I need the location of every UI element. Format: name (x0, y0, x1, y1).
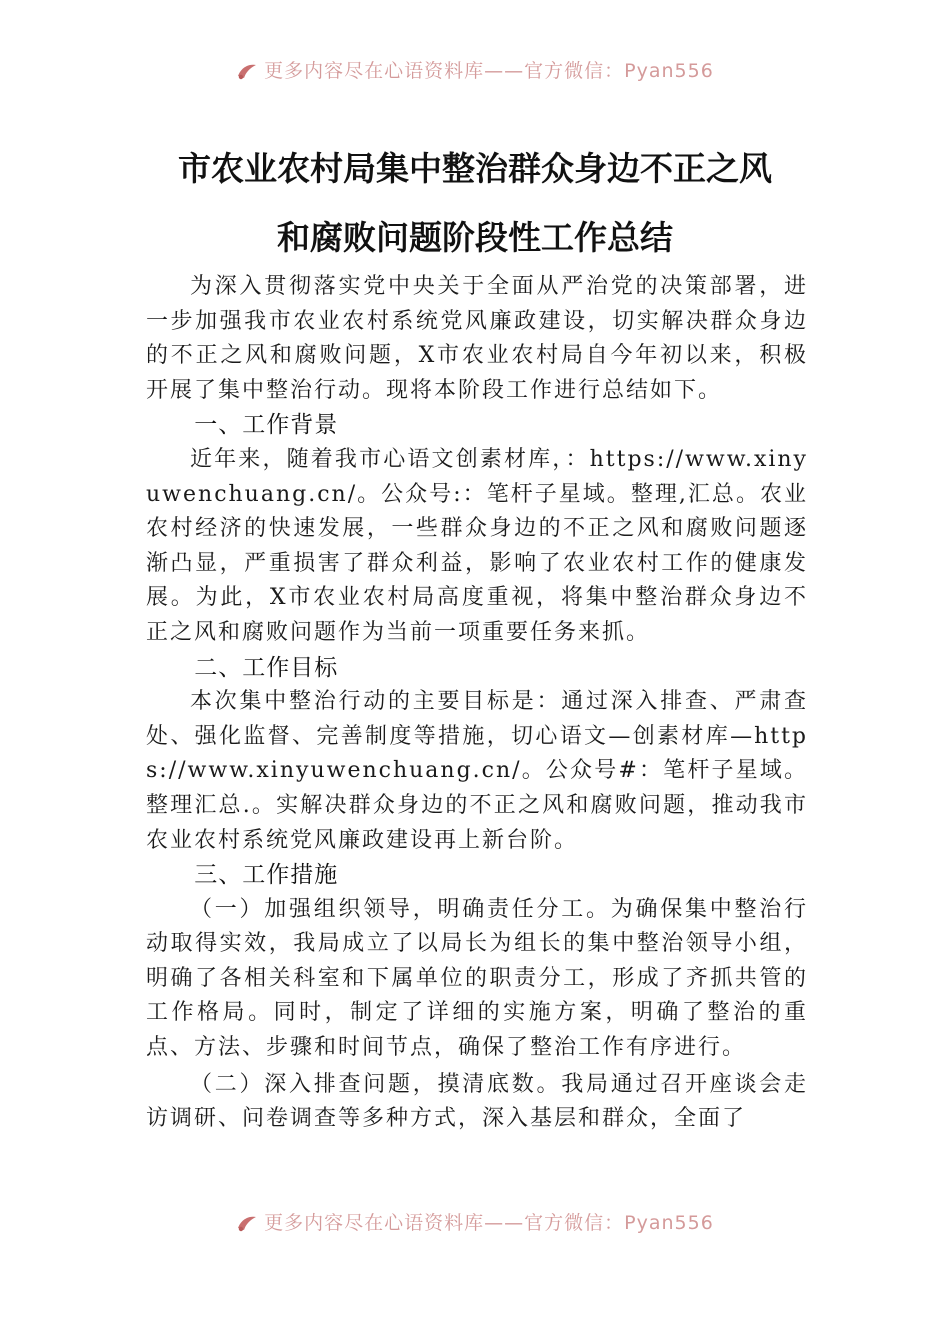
section-heading-measures: 三、工作措施 (194, 862, 339, 889)
footer-watermark (0, 1208, 950, 1234)
goals-paragraph: 本次集中整治行动的主要目标是：通过深入排查、严肃查处、强化监督、完善制度等措施，切心语文—创素材库—https://www.xinyuwenchuang.cn/。公众号#：笔杆子星域。整理汇总.。实解决群众身边的不正之风和腐败问题，推动我市农业农村系统党风廉政建设再上新台阶。 (146, 689, 808, 853)
brush-logo-icon (236, 1214, 258, 1232)
header-watermark-text: 更多内容尽在心语资料库——官方微信：Pyan556 (264, 60, 714, 82)
header-watermark (0, 56, 950, 82)
brush-logo-icon (236, 62, 258, 80)
section-heading-goals: 二、工作目标 (194, 654, 339, 681)
document-body (146, 270, 808, 1137)
measure-item-2: （二）深入排查问题，摸清底数。我局通过召开座谈会走访调研、问卷调查等多种方式，深入基层和群众，全面了 (146, 1071, 808, 1132)
section-heading-background: 一、工作背景 (194, 412, 339, 439)
document-title-line-1: 市农业农村局集中整治群众身边不正之风 (178, 149, 772, 188)
background-paragraph: 近年来，随着我市心语文创素材库，：https://www.xinyuwenchuang.cn/。公众号:：笔杆子星域。整理,汇总。农业农村经济的快速发展，一些群众身边的不正之风和腐败问题逐渐凸显，严重损害了群众利益，影响了农业农村工作的健康发展。为此，X市农业农村局高度重视，将集中整治群众身边不正之风和腐败问题作为当前一项重要任务来抓。 (146, 446, 808, 645)
document-title-line-2: 和腐败问题阶段性工作总结 (277, 218, 673, 257)
measure-item-1: （一）加强组织领导，明确责任分工。为确保集中整治行动取得实效，我局成立了以局长为组长的集中整治领导小组，明确了各相关科室和下属单位的职责分工，形成了齐抓共管的工作格局。同时，制定了详细的实施方案，明确了整治的重点、方法、步骤和时间节点，确保了整治工作有序进行。 (146, 896, 808, 1061)
footer-watermark-text: 更多内容尽在心语资料库——官方微信：Pyan556 (264, 1212, 714, 1234)
intro-paragraph: 为深入贯彻落实党中央关于全面从严治党的决策部署，进一步加强我市农业农村系统党风廉政建设，切实解决群众身边的不正之风和腐败问题，X市农业农村局自今年初以来，积极开展了集中整治行动。现将本阶段工作进行总结如下。 (146, 274, 808, 403)
